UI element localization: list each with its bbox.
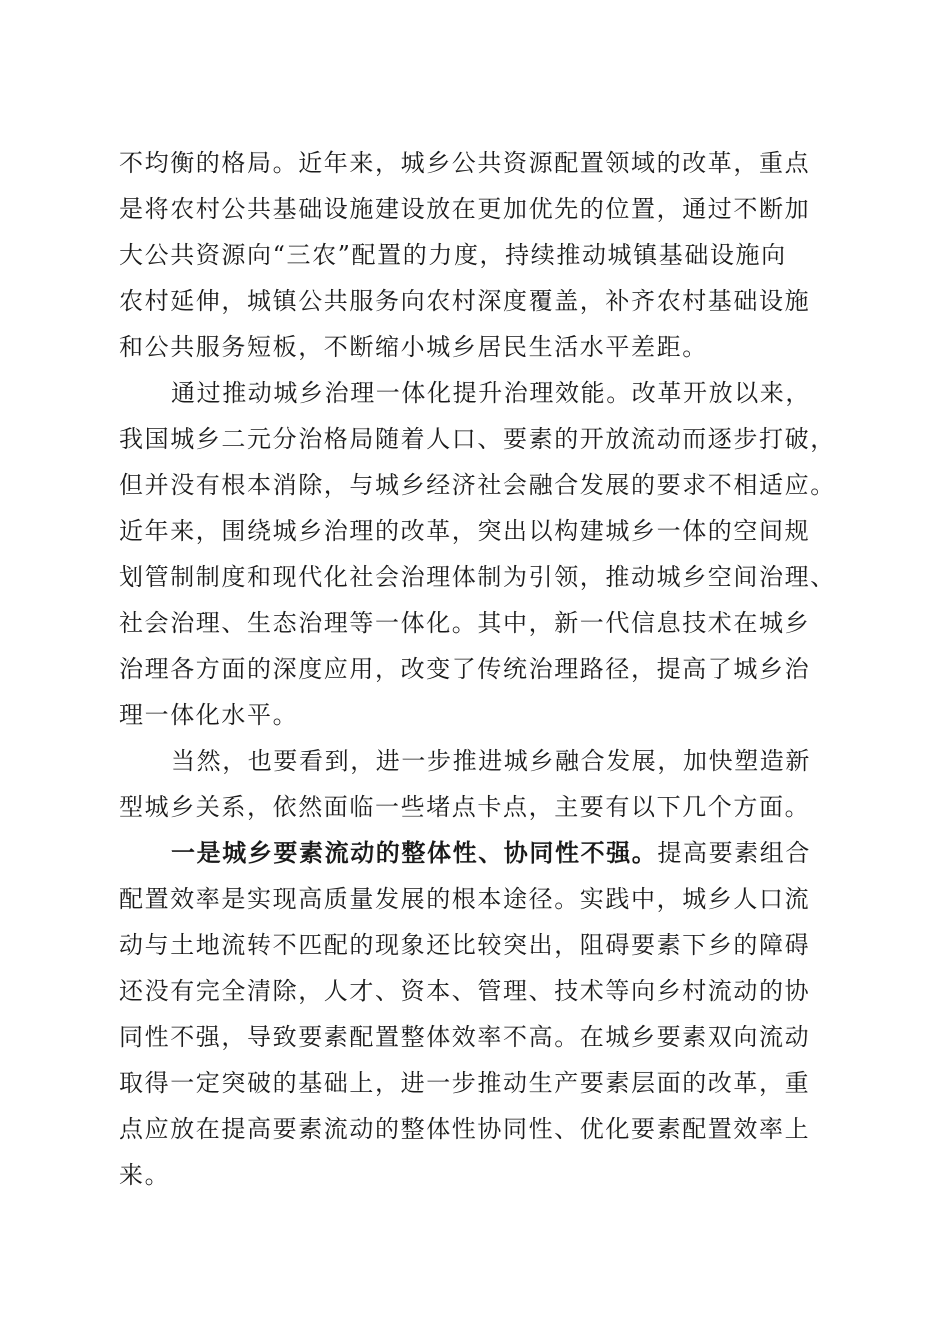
text-run: 提高要素组合 [657, 839, 812, 867]
text-line: 同性不强，导致要素配置整体效率不高。在城乡要素双向流动 [119, 1023, 811, 1051]
text-line: 来。 [119, 1161, 171, 1189]
text-line: 社会治理、生态治理等一体化。其中，新一代信息技术在城乡 [119, 609, 811, 637]
text-line: 还没有完全清除，人才、资本、管理、技术等向乡村流动的协 [119, 977, 811, 1005]
text-line: 和公共服务短板，不断缩小城乡居民生活水平差距。 [119, 333, 708, 361]
text-line: 治理各方面的深度应用，改变了传统治理路径，提高了城乡治 [119, 655, 811, 683]
text-line-with-heading [119, 830, 834, 876]
text-line: 不均衡的格局。近年来，城乡公共资源配置领域的改革，重点 [119, 149, 811, 177]
document-body [119, 140, 834, 1198]
text-line: 近年来，围绕城乡治理的改革，突出以构建城乡一体的空间规 [119, 517, 811, 545]
text-line: 大公共资源向“三农”配置的力度，持续推动城镇基础设施向 [119, 241, 787, 269]
text-line: 取得一定突破的基础上，进一步推动生产要素层面的改革，重 [119, 1069, 811, 1097]
paragraph-4 [119, 830, 834, 1198]
text-line: 划管制制度和现代化社会治理体制为引领，推动城乡空间治理、 [119, 563, 836, 591]
text-line: 通过推动城乡治理一体化提升治理效能。改革开放以来， [171, 379, 811, 407]
text-line: 当然，也要看到，进一步推进城乡融合发展，加快塑造新 [171, 747, 811, 775]
text-line: 型城乡关系，依然面临一些堵点卡点，主要有以下几个方面。 [119, 793, 811, 821]
text-line: 我国城乡二元分治格局随着人口、要素的开放流动而逐步打破， [119, 425, 836, 453]
text-line: 是将农村公共基础设施建设放在更加优先的位置，通过不断加 [119, 195, 811, 223]
paragraph-1 [119, 140, 834, 370]
text-line: 配置效率是实现高质量发展的根本途径。实践中，城乡人口流 [119, 885, 811, 913]
paragraph-3 [119, 738, 834, 830]
text-line: 理一体化水平。 [119, 701, 299, 729]
text-line: 动与土地流转不匹配的现象还比较突出，阻碍要素下乡的障碍 [119, 931, 811, 959]
inline-heading: 一是城乡要素流动的整体性、协同性不强。 [171, 838, 658, 867]
text-line: 点应放在提高要素流动的整体性协同性、优化要素配置效率上 [119, 1115, 811, 1143]
text-line: 农村延伸，城镇公共服务向农村深度覆盖，补齐农村基础设施 [119, 287, 811, 315]
text-line: 但并没有根本消除，与城乡经济社会融合发展的要求不相适应。 [119, 471, 836, 499]
paragraph-2 [119, 370, 834, 738]
